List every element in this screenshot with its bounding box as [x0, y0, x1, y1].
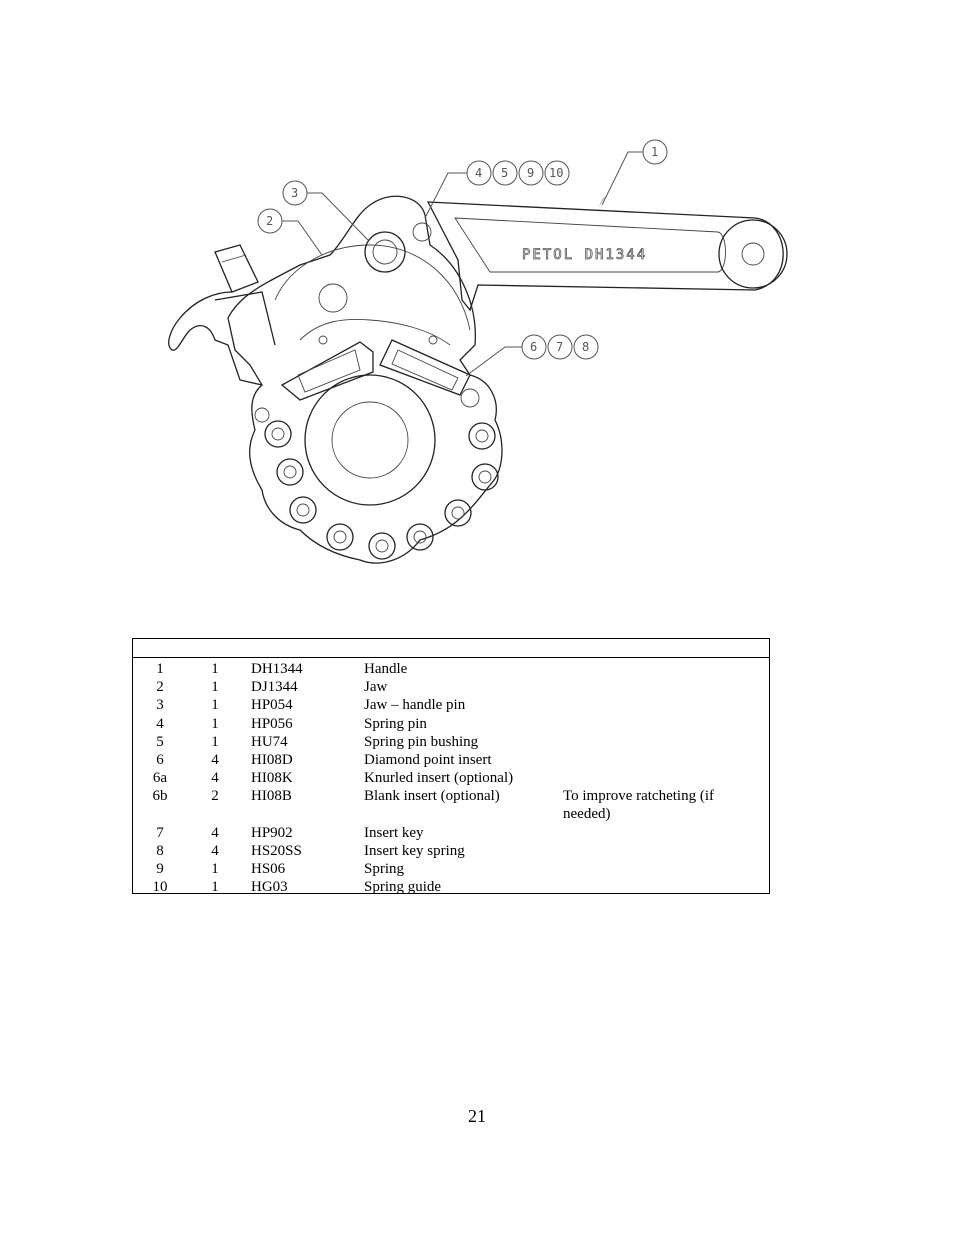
- table-row: [133, 733, 769, 751]
- part-number-cell: HS20SS: [251, 842, 302, 859]
- qty-cell: 2: [211, 788, 219, 805]
- table-row: [133, 696, 769, 714]
- table-body: [133, 658, 769, 896]
- description-cell: Blank insert (optional): [364, 788, 500, 805]
- description-cell: Insert key: [364, 824, 424, 841]
- parts-list-table: [132, 638, 770, 894]
- item-cell: 5: [156, 733, 164, 750]
- description-cell: Spring pin: [364, 715, 427, 732]
- callout-7-label: 7: [556, 340, 564, 354]
- table-row: [133, 751, 769, 769]
- part-number-cell: HU74: [251, 733, 288, 750]
- qty-cell: 4: [211, 770, 219, 787]
- qty-cell: 1: [211, 715, 219, 732]
- description-cell: Insert key spring: [364, 842, 465, 859]
- table-row: [133, 787, 769, 823]
- part-number-cell: HP054: [251, 697, 293, 714]
- qty-cell: 1: [211, 697, 219, 714]
- callout-6-7-8: [466, 335, 598, 376]
- item-cell: 2: [156, 679, 164, 696]
- item-cell: 10: [152, 879, 168, 896]
- description-cell: Jaw: [364, 679, 388, 696]
- description-cell: Handle: [364, 661, 408, 677]
- jaw-part: [228, 196, 502, 563]
- description-cell: Knurled insert (optional): [364, 770, 514, 787]
- part-number-cell: HG03: [251, 879, 288, 896]
- callout-2: [258, 209, 322, 255]
- callout-10-label: 10: [549, 166, 564, 180]
- callout-6-label: 6: [530, 340, 538, 354]
- table-row: [133, 878, 769, 896]
- part-number-cell: DJ1344: [251, 679, 298, 696]
- callout-3-label: 3: [291, 186, 299, 200]
- description-cell: Jaw – handle pin: [364, 697, 466, 714]
- description-cell: Spring guide: [364, 879, 442, 896]
- item-cell: 6a: [152, 770, 168, 787]
- table-row: [133, 842, 769, 860]
- qty-cell: 1: [211, 661, 219, 677]
- part-number-cell: HS06: [251, 861, 286, 878]
- callout-2-label: 2: [266, 214, 274, 228]
- qty-cell: 1: [211, 861, 219, 878]
- callout-1-label: 1: [651, 145, 659, 159]
- table-row: [133, 660, 769, 678]
- item-cell: 9: [156, 861, 164, 878]
- page-number: 21: [468, 1106, 486, 1126]
- item-cell: 4: [156, 715, 164, 732]
- qty-cell: 4: [211, 842, 219, 859]
- description-cell: Diamond point insert: [364, 751, 492, 768]
- handle-engraving: PETOL DH1344: [522, 247, 648, 263]
- part-number-cell: DH1344: [251, 661, 303, 677]
- part-number-cell: HI08D: [251, 751, 293, 768]
- item-cell: 7: [156, 824, 164, 841]
- qty-cell: 1: [211, 879, 219, 896]
- qty-cell: 1: [211, 679, 219, 696]
- note-cell: To improve ratcheting (if needed): [563, 788, 714, 823]
- item-cell: 3: [156, 697, 164, 714]
- item-cell: 1: [156, 661, 164, 677]
- part-number-cell: HP056: [251, 715, 293, 732]
- table-row: [133, 678, 769, 696]
- table-row: [133, 860, 769, 878]
- part-number-cell: HP902: [251, 824, 293, 841]
- callout-3: [283, 181, 368, 240]
- table-row: [133, 769, 769, 787]
- callout-1: [598, 140, 667, 208]
- callout-4-5-9-10: [425, 161, 569, 218]
- table-row: [133, 715, 769, 733]
- qty-cell: 4: [211, 751, 219, 768]
- qty-cell: 1: [211, 733, 219, 750]
- tong-assembly-drawing: [150, 130, 800, 580]
- callout-4-label: 4: [475, 166, 483, 180]
- part-number-cell: HI08B: [251, 788, 292, 805]
- handle-part: [428, 202, 787, 310]
- item-cell: 6b: [152, 788, 168, 805]
- part-number-cell: HI08K: [251, 770, 293, 787]
- item-cell: 6: [156, 751, 164, 768]
- latch-part: [169, 245, 275, 385]
- description-cell: Spring: [364, 861, 405, 878]
- table-header-row: [133, 639, 769, 658]
- table-row: [133, 824, 769, 842]
- item-cell: 8: [156, 842, 164, 859]
- qty-cell: 4: [211, 824, 219, 841]
- callout-8-label: 8: [582, 340, 590, 354]
- description-cell: Spring pin bushing: [364, 733, 479, 750]
- callout-5-label: 5: [501, 166, 509, 180]
- callout-9-label: 9: [527, 166, 535, 180]
